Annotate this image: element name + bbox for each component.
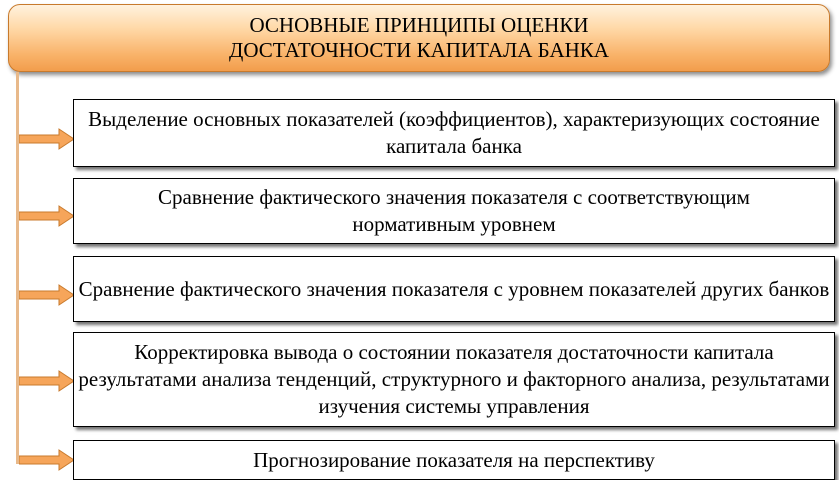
- principle-text-2: Сравнение фактического значения показателя с соответствующим нормативным уровнем: [158, 185, 750, 236]
- arrow-icon-5: [19, 449, 75, 471]
- arrow-icon-3: [19, 284, 75, 306]
- diagram-title: ОСНОВНЫЕ ПРИНЦИПЫ ОЦЕНКИ ДОСТАТОЧНОСТИ КАПИТАЛА БАНКА: [229, 13, 609, 62]
- principle-box-1: [73, 99, 835, 167]
- diagram-header: [8, 4, 830, 72]
- principle-text-3: Сравнение фактического значения показателя с уровнем показателей других банков: [78, 276, 830, 301]
- principle-text-1: Выделение основных показателей (коэффициентов), характеризующих состояние капитала банка: [88, 107, 820, 158]
- arrow-icon-1: [19, 128, 75, 150]
- principle-box-2: [73, 178, 835, 244]
- principle-text-5: Прогнозирование показателя на перспективу: [253, 447, 655, 472]
- arrow-icon-2: [19, 205, 75, 227]
- arrow-icon-4: [19, 370, 75, 392]
- principle-box-3: [73, 256, 835, 322]
- principle-text-4: Корректировка вывода о состоянии показателя достаточности капитала результатами анализа тенденций, структурного и факторного анализа, результатами изучения системы управления: [78, 340, 830, 418]
- principle-box-5: [73, 440, 835, 480]
- principle-box-4: [73, 332, 835, 427]
